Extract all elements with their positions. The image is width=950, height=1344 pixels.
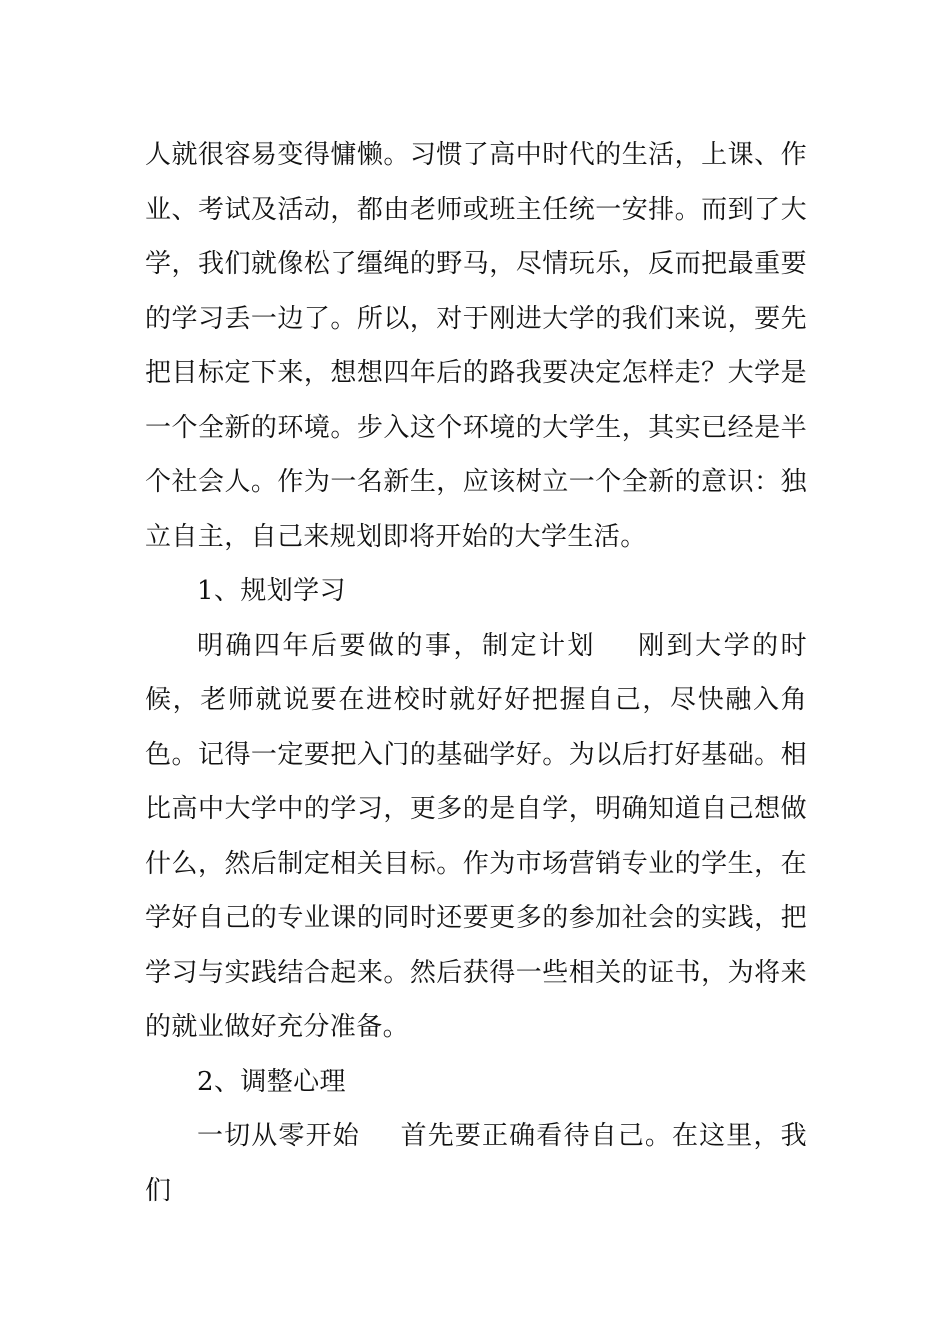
paragraph-mindset-lead: 一切从零开始 (197, 1121, 360, 1151)
paragraph-study-plan-lead: 明确四年后要做的事，制定计划 (197, 630, 596, 661)
section-heading-mindset (145, 1055, 807, 1110)
section-heading-study-plan (145, 564, 807, 619)
paragraph-mindset-text: 首先要正确看待自己。在这里，我们 (145, 1121, 807, 1206)
paragraph-intro (145, 128, 807, 564)
section-heading-mindset-text: 2、调整心理 (197, 1066, 346, 1097)
paragraph-intro-text: 人就很容易变得慵懒。习惯了高中时代的生活，上课、作业、考试及活动，都由老师或班主任统一安排。而到了大学，我们就像松了缰绳的野马，尽情玩乐，反而把最重要的学习丢一边了。所以，对于刚进大学的我们来说，要先把目标定下来，想想四年后的路我要决定怎样走？大学是一个全新的环境。步入这个环境的大学生，其实已经是半个社会人。作为一名新生，应该树立一个全新的意识：独立自主，自己来规划即将开始的大学生活。 (145, 140, 807, 552)
paragraph-study-plan (145, 619, 807, 1055)
section-heading-study-plan-text: 1、规划学习 (197, 576, 346, 606)
paragraph-study-plan-text: 刚到大学的时候，老师就说要在进校时就好好把握自己，尽快融入角色。记得一定要把入门的基础学好。为以后打好基础。相比高中大学中的学习，更多的是自学，明确知道自己想做什么，然后制定相关目标。作为市场营销专业的学生，在学好自己的专业课的同时还要更多的参加社会的实践，把学习与实践结合起来。然后获得一些相关的证书，为将来的就业做好充分准备。 (145, 630, 807, 1042)
document-body (145, 128, 807, 1218)
paragraph-mindset (145, 1109, 807, 1218)
